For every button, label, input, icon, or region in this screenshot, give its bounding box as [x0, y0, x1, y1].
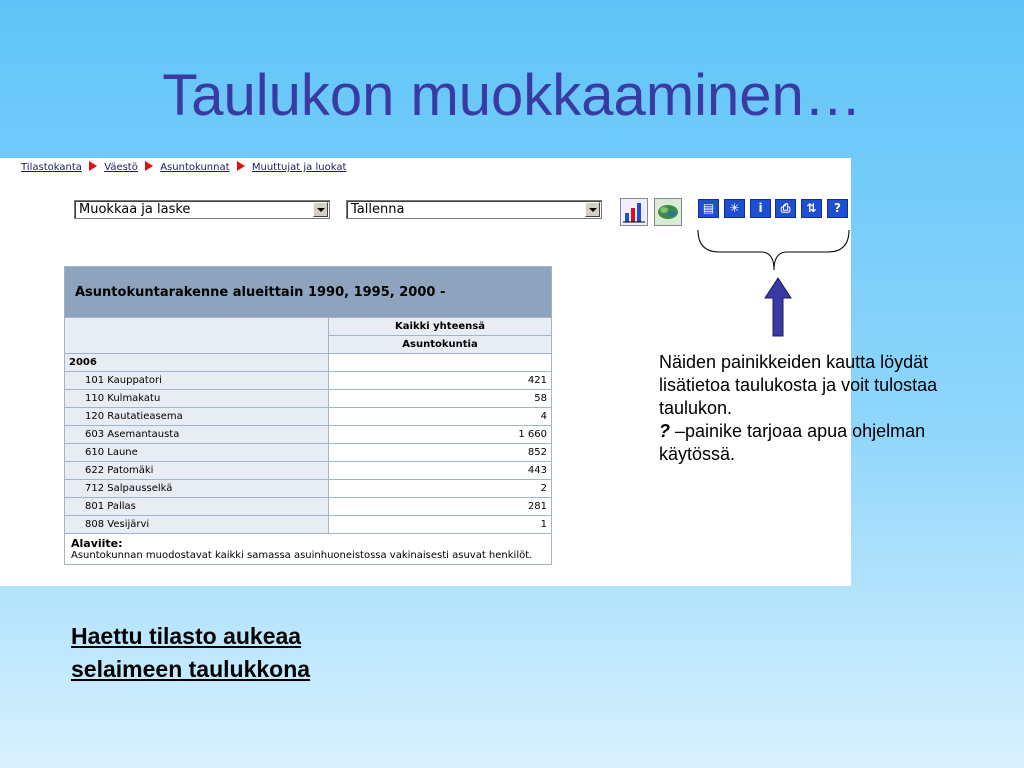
row-value: 58	[329, 390, 552, 408]
table-icon[interactable]: ▤	[698, 199, 719, 218]
print-icon[interactable]: ⎙	[775, 199, 796, 218]
table-row	[65, 390, 552, 408]
fetched-caption: Haettu tilasto aukeaa selaimeen taulukkona	[71, 623, 311, 682]
row-label: 622 Patomäki	[65, 462, 329, 480]
help-note	[659, 351, 949, 466]
save-select[interactable]	[346, 200, 602, 219]
edit-select-value: Muokkaa ja laske	[79, 202, 191, 217]
row-value: 1 660	[329, 426, 552, 444]
row-value: 4	[329, 408, 552, 426]
row-label: 712 Salpausselkä	[65, 480, 329, 498]
row-label: 801 Pallas	[65, 498, 329, 516]
row-value: 852	[329, 444, 552, 462]
year-label: 2006	[65, 354, 329, 372]
up-arrow-icon	[763, 276, 793, 338]
slide-title: Taulukon muokkaaminen…	[162, 63, 862, 128]
breadcrumb-asuntokunnat[interactable]: Asuntokunnat	[160, 162, 230, 173]
chart-button[interactable]	[620, 198, 648, 226]
table-title: Asuntokuntarakenne alueittain 1990, 1995, 2000 -	[65, 267, 552, 318]
table-row	[65, 408, 552, 426]
row-value: 281	[329, 498, 552, 516]
breadcrumb-tilastokanta[interactable]: Tilastokanta	[21, 162, 82, 173]
breadcrumb	[21, 161, 346, 173]
column-header-total: Kaikki yhteensä	[329, 318, 552, 336]
breadcrumb-vaesto[interactable]: Väestö	[104, 162, 138, 173]
sort-icon[interactable]: ⇅	[801, 199, 822, 218]
row-label: 101 Kauppatori	[65, 372, 329, 390]
breadcrumb-arrow-icon	[237, 161, 245, 171]
row-value: 2	[329, 480, 552, 498]
breadcrumb-arrow-icon	[145, 161, 153, 171]
footnote-text: Asuntokunnan muodostavat kaikki samassa asuinhuoneistossa vakinaisesti asuvat henkilöt.	[71, 550, 533, 561]
column-header-unit: Asuntokuntia	[329, 336, 552, 354]
breadcrumb-arrow-icon	[89, 161, 97, 171]
row-label: 808 Vesijärvi	[65, 516, 329, 534]
help-icon[interactable]: ?	[827, 199, 848, 218]
question-mark: ?	[659, 421, 670, 441]
year-value-cell	[329, 354, 552, 372]
edit-select[interactable]	[74, 200, 330, 219]
row-label: 120 Rautatieasema	[65, 408, 329, 426]
table-row	[65, 444, 552, 462]
note-text: Näiden painikkeiden kautta löydät lisätietoa taulukosta ja voit tulostaa taulukon.	[659, 352, 938, 418]
asterisk-icon[interactable]: ✳	[724, 199, 745, 218]
row-value: 421	[329, 372, 552, 390]
note-help-text: –painike tarjoaa apua ohjelman käytössä.	[659, 421, 926, 464]
save-select-value: Tallenna	[351, 202, 405, 217]
statistics-table	[64, 266, 552, 565]
row-label: 610 Laune	[65, 444, 329, 462]
table-corner-cell	[65, 318, 329, 354]
bracket-shape	[695, 228, 853, 274]
table-row	[65, 498, 552, 516]
bar-chart-icon	[621, 199, 647, 225]
row-label: 110 Kulmakatu	[65, 390, 329, 408]
table-row	[65, 372, 552, 390]
chevron-down-icon[interactable]	[313, 202, 328, 217]
table-row	[65, 426, 552, 444]
row-value: 443	[329, 462, 552, 480]
chevron-down-icon[interactable]	[585, 202, 600, 217]
row-value: 1	[329, 516, 552, 534]
table-footnote	[65, 534, 552, 565]
note-help-line	[659, 420, 949, 466]
footnote-title: Alaviite:	[71, 537, 123, 550]
row-label: 603 Asemantausta	[65, 426, 329, 444]
table-row	[65, 516, 552, 534]
map-button[interactable]	[654, 198, 682, 226]
table-row	[65, 480, 552, 498]
breadcrumb-muuttujat[interactable]: Muuttujat ja luokat	[251, 162, 347, 173]
table-row	[65, 462, 552, 480]
info-icon[interactable]: i	[750, 199, 771, 218]
map-icon	[655, 199, 681, 225]
